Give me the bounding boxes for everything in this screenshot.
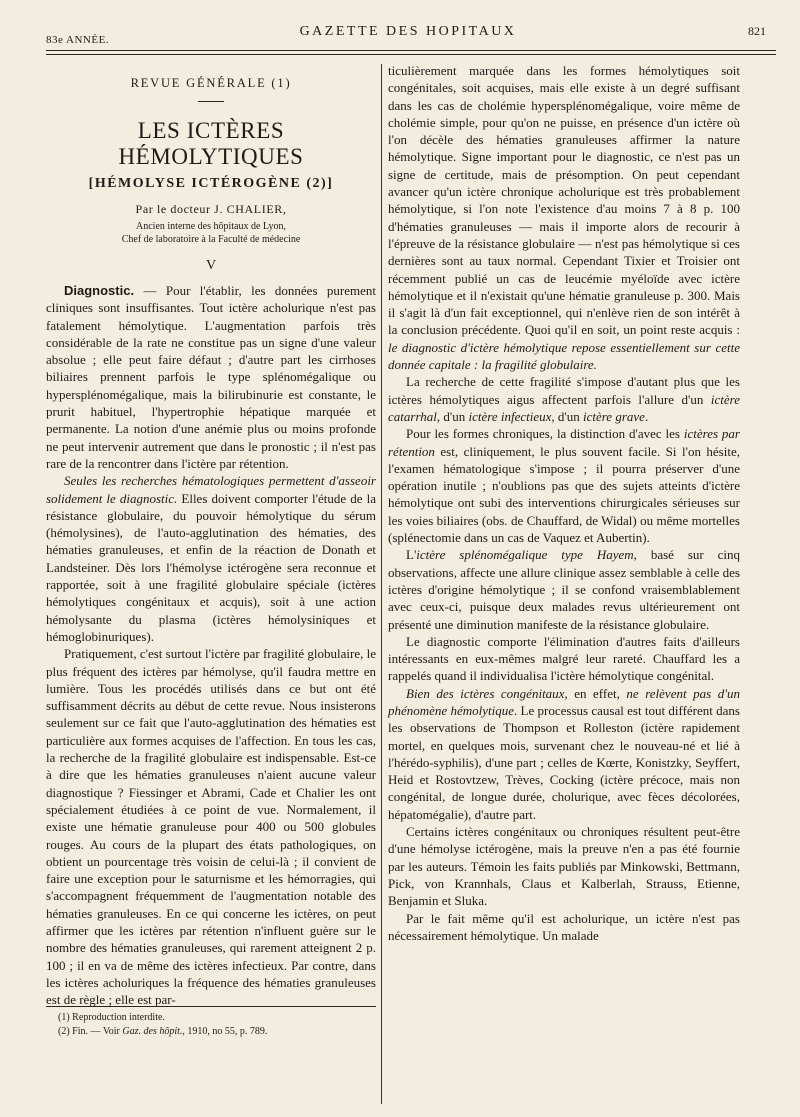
paragraph-acholuric: Par le fait même qu'il est acholurique, un ictère n'est pas nécessairement hémolytique. Un malade [388,910,740,943]
paragraph-text: , d'un [436,408,469,424]
italic-text: ictère infectieux [468,408,552,424]
author-affiliation-line-2: Chef de laboratoire à la Faculté de médecine [121,234,301,245]
journal-title: GAZETTE DES HOPITAUX [299,24,517,39]
paragraph-certain-icteres: Certains ictères congénitaux ou chroniques résultent peut-être d'une hémolyse ictérogène, mais la preuve n'en a pas été fournie par les auteurs. Témoin les faits publiés par Minkowski, Bettmann, Pick, von Krannhals, Claus et Kalberlah, Strauss, Etienne, Benjamin et Sluka. [388,824,740,909]
paragraph-text: . Le processus causal est tout différent dans les observations de Thompson et Rolleston (ictère rapidement mortel, en quelques mois, survenant chez le nouveau-né et lié à l'hérédo-syphilis), d'une part ; celles de Kœrte, Konistzky, Seyffert, Heid et Rostovtzew, Trèves, Cocking (ictère précoce, mais non congénital, de longue durée, cholurique, avec fèces décolorées, hépatomégalie), d'autre part. [388,702,740,822]
italic-text: ictère catarrhal [388,391,740,424]
paragraph-text: Pour les formes chroniques, la distinction d'avec les [406,426,684,442]
paragraph-text: , basé sur cinq observations, affecte une allure clinique assez semblable à celle des ictères d'origine hémolytique ; il se confond vraisemblablement avec ceux-ci, puisque deux malades revus ultérieurement ont présenté une diminution manifeste de la résistance globulaire. [388,547,740,632]
author-line: Par le docteur J. CHALIER, [135,202,287,216]
footnote-text: (2) Fin. — Voir [58,1026,123,1037]
paragraph-congenital [388,685,740,823]
running-header [40,18,776,48]
italic-text: ne relèvent pas d'un phénomène hémolytique [388,685,740,718]
run-in-heading: Diagnostic. [64,283,135,298]
paragraph-chronic-forms [388,425,740,546]
footnote-1: (1) Reproduction interdite. [58,1012,165,1023]
header-rule-thick [46,50,776,51]
italic-text: ictère splénomégalique type Hayem [416,547,634,563]
italic-text: Bien des ictères congénitaux [406,685,565,701]
header-rule-thin [46,54,776,55]
column-divider [381,64,382,1104]
paragraph-continuation [388,62,740,373]
article-subtitle: [HÉMOLYSE ICTÉROGÈNE (2)] [88,176,334,191]
footnote-italic: Gaz. des hôpit. [122,1026,183,1037]
italic-text: Seules les recherches hématologiques permettent d'asseoir solidement le diagnostic. [46,473,376,506]
italic-text: le diagnostic d'ictère hémolytique repose essentiellement sur cette donnée capitale : la fragilité globulaire. [388,339,740,373]
paragraph-text: est, cliniquement, le plus souvent facile. Si l'on hésite, l'examen hématologique s'impose ; il pourra préserver d'une opération inutile ; n'oublions pas que des sujets atteints d'ictère hémolytique ont subi des interventions chirurgicales sérieuses sur les voies biliaires (obs. de Chauffard, de Widal) ou même mortelles (splénectomie dans un cas de Vaquez et Aubertin). [388,443,740,546]
left-column [46,62,376,1008]
rubric-rule [198,101,224,102]
author-affiliation-line-1: Ancien interne des hôpitaux de Lyon, [136,221,286,232]
footnotes [46,1006,376,1039]
italic-text: ictères par rétention [388,426,740,459]
italic-text: ictère grave [582,408,645,424]
footnote-2 [58,1025,376,1039]
article-title: LES ICTÈRES HÉMOLYTIQUES [118,118,304,169]
paragraph-elimination: Le diagnostic comporte l'élimination d'autres faits d'ailleurs intéressants en eux-mêmes malgré leur rareté. Chauffard les a rappelés quand il individualisa l'ictère hémolytique congénital. [388,633,740,684]
paragraph-text: , en effet, [564,685,627,701]
paragraph-text: ticulièrement marquée dans les formes hémolytiques soit congénitales, soit acquises, mais elle existe à un degré suffisant dans les cas de cholémie hypersplénomégalique, voire même de cholémie simple, pour qu'on ne puisse, en présence d'un ictère où l'on décèle des hématies granuleuses affirmer la nature hémolytique. Signe important pour le diagnostic, ce n'est pas un signe de certitude, mais de présomption. On peut cependant avancer qu'un ictère chronique acholurique est très probablement hémolytique, si l'on note l'existence d'au moins 7 à 8 p. 100 d'hématies granuleuses — mais il importe alors de recourir à l'épreuve de la résistance globulaire — n'est pas hémolytique si ces dernières sont au taux normal. Cependant Tixier et Troisier ont récemment publié un cas de leucémie myéloïde avec ictère hémolytique et il n'existait qu'une hématie granuleuse p. 300. Mais il s'agit là d'un fait exceptionnel, qui n'enlève rien de son intérêt à la conclusion précédente. Quoi qu'il en soit, un point reste acquis : [388,63,740,338]
right-column [388,62,740,944]
page-number: 821 [748,24,766,38]
section-number: V [205,258,217,273]
paragraph-fragility: Pratiquement, c'est surtout l'ictère par fragilité globulaire, le plus fréquent des ictères par hémolyse, qu'il faudra mettre en lumière. Tous les procédés utilisés dans ce but ont été suffisamment décrits au début de cette revue. Nous insisterons seulement sur ce fait que l'auto-agglutination des hématies est particulière aux formes acquises de l'affection. En tous les cas, la recherche de la fragilité globulaire est indispensable. Est-ce à dire que les hématies granuleuses n'aient aucune valeur diagnostique ? Fiessinger et Abrami, Cade et Chalier les ont spécialement étudiées à ce point de vue. Normalement, il existe une hématie granuleuse pour 400 ou 500 globules rouges. Au cours de la plupart des états pathologiques, on obtient un pourcentage très voisin de celui-là ; il convient de faire une exception pour le saturnisme et les hémorragies, qui s'accompagnent fréquemment de l'augmentation notable des hématies granuleuses. En ce qui concerne les ictères, on peut affirmer que les ictères par rétention n'influent guère sur le nombre des hématies granuleuses, qui rarement atteignent 2 p. 100 ; il en va de même des ictères infectieux. Par contre, dans les ictères acholuriques la fréquence des hématies granuleuses est de règle ; elle est par- [46,646,376,1008]
footnote-text: , 1910, no 55, p. 789. [182,1026,268,1037]
paragraph-acute-forms [388,373,740,425]
paragraph-diagnostic [46,282,376,472]
paragraph-hematology [46,472,376,645]
paragraph-text: La recherche de cette fragilité s'impose d'autant plus que les ictères hémolytiques aigus affectent parfois l'allure d'un [388,374,740,407]
rubric-heading: REVUE GÉNÉRALE (1) [130,76,292,90]
paragraph-text: . [644,408,649,424]
paragraph-text: , d'un [551,408,583,424]
paragraph-hayem [388,546,740,632]
author-affiliation [46,220,376,246]
paragraph-text: Elles doivent comporter l'étude de la résistance globulaire, du pouvoir hémolytique du sérum (hémolysines), de l'auto-agglutination des hématies, des hématies granuleuses, et enfin de la réaction de Donath et Landsteiner. Dès lors l'hémolyse ictérogène sera reconnue et rapportée, soit à une fragilité globulaire spéciale (ictères hémolytiques congénitaux et acquis), soit à une action hémolysante du plasma (ictères hémolysiniques et hémoglobinuriques). [46,490,376,644]
paragraph-text: L' [406,547,417,563]
volume-year: 83e ANNÉE. [46,34,110,46]
paragraph-text: — Pour l'établir, les données purement cliniques sont insuffisantes. Tout ictère acholurique n'est pas fatalement hémolytique. L'augmentation parfois très considérable de la rate ne constitue pas un signe d'une valeur absolue ; elle peut faire défaut ; d'autre part les cirrhoses biliaires prennent parfois le type splénomégalique ou hypersplénomégalique, mais la bilirubinurie est constante, le prurit habituel, l'hypertrophie hépatique marquée et permanente. La notion d'une anémie plus ou moins profonde ne peut intervenir autrement que dans le pronostic ; il n'est pas rare de la rencontrer dans l'ictère par rétention. [46,283,376,471]
